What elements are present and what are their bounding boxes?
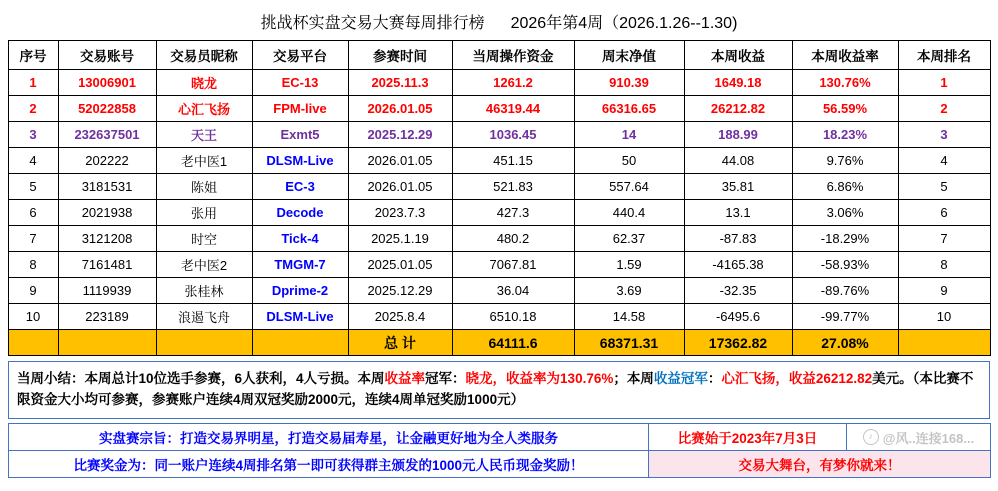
table-row — [8, 200, 990, 226]
summary-profit-word: 收益冠军 — [653, 371, 708, 386]
cell-nickname: 老中医2 — [156, 252, 252, 278]
cell-join-time: 2025.1.19 — [348, 226, 452, 252]
cell-nickname: 张用 — [156, 200, 252, 226]
cell-profit: 188.99 — [684, 122, 792, 148]
cell-join-time: 2025.8.4 — [348, 304, 452, 330]
cell-rate: -58.93% — [792, 252, 898, 278]
cell-account: 223189 — [58, 304, 156, 330]
cell-equity: 66316.65 — [574, 96, 684, 122]
weekly-summary — [8, 361, 990, 419]
summary-profit-value: 26212.82 — [815, 371, 873, 386]
total-rate: 27.08% — [792, 330, 898, 356]
slogan-purpose: 实盘赛宗旨：打造交易界明星，打造交易届寿星，让金融更好地为全人类服务 — [9, 424, 649, 451]
cell-no: 4 — [8, 148, 58, 174]
cell-account: 1119939 — [58, 278, 156, 304]
cell-capital: 6510.18 — [452, 304, 574, 330]
cell-rate: 9.76% — [792, 148, 898, 174]
cell-account: 52022858 — [58, 96, 156, 122]
watermark — [847, 424, 991, 451]
table-row — [8, 96, 990, 122]
cell-profit: -32.35 — [684, 278, 792, 304]
cell-capital: 1036.45 — [452, 122, 574, 148]
cell-equity: 1.59 — [574, 252, 684, 278]
title-main: 挑战杯实盘交易大赛每周排行榜 — [260, 14, 485, 32]
cell-equity: 440.4 — [574, 200, 684, 226]
cell-no: 7 — [8, 226, 58, 252]
slogan-invite: 交易大舞台，有梦你就来！ — [649, 451, 991, 478]
cell-rate: 3.06% — [792, 200, 898, 226]
watermark-inner — [863, 428, 974, 447]
col-account: 交易账号 — [58, 41, 156, 70]
cell-platform: DLSM-Live — [252, 304, 348, 330]
cell-nickname: 浪遏飞舟 — [156, 304, 252, 330]
footer-table — [8, 423, 991, 478]
summary-rate-champion: 晓龙，收益率为130.76% — [465, 371, 614, 386]
cell-no: 9 — [8, 278, 58, 304]
cell-capital: 46319.44 — [452, 96, 574, 122]
total-blank-cell — [58, 330, 156, 356]
cell-nickname: 心汇飞扬 — [156, 96, 252, 122]
cell-capital: 1261.2 — [452, 70, 574, 96]
cell-rate: -99.77% — [792, 304, 898, 330]
title-sub: 2026年第4周（2026.1.26--1.30) — [510, 14, 738, 32]
summary-text-3: ；本周 — [613, 371, 654, 386]
cell-platform: Exmt5 — [252, 122, 348, 148]
cell-account: 7161481 — [58, 252, 156, 278]
cell-platform: Dprime-2 — [252, 278, 348, 304]
cell-platform: TMGM-7 — [252, 252, 348, 278]
cell-capital: 427.3 — [452, 200, 574, 226]
cell-nickname: 老中医1 — [156, 148, 252, 174]
cell-profit: 13.1 — [684, 200, 792, 226]
cell-rank: 1 — [898, 70, 990, 96]
table-row — [8, 304, 990, 330]
table-row — [8, 226, 990, 252]
summary-text-5: 美元。（本比赛不限资金大小均可参赛，参赛账户连续4周双冠奖励2000元，连续4周单冠奖励1000元） — [17, 371, 974, 407]
cell-profit: -87.83 — [684, 226, 792, 252]
cell-nickname: 晓龙 — [156, 70, 252, 96]
cell-rate: 6.86% — [792, 174, 898, 200]
table-row — [8, 174, 990, 200]
cell-nickname: 天王 — [156, 122, 252, 148]
total-equity: 68371.31 — [574, 330, 684, 356]
cell-rate: 56.59% — [792, 96, 898, 122]
cell-join-time: 2025.11.3 — [348, 70, 452, 96]
cell-join-time: 2025.01.05 — [348, 252, 452, 278]
cell-rank: 8 — [898, 252, 990, 278]
total-blank-cell — [252, 330, 348, 356]
summary-text-1: 当周小结：本周总计10位选手参赛，6人获利，4人亏损。本周 — [17, 371, 385, 386]
cell-join-time: 2026.01.05 — [348, 174, 452, 200]
cell-profit: -6495.6 — [684, 304, 792, 330]
table-body — [8, 70, 990, 356]
total-label: 总 计 — [348, 330, 452, 356]
start-date: 比赛始于2023年7月3日 — [649, 424, 847, 451]
cell-no: 3 — [8, 122, 58, 148]
summary-text-2: 冠军： — [425, 371, 466, 386]
cell-no: 8 — [8, 252, 58, 278]
cell-rate: 130.76% — [792, 70, 898, 96]
cell-no: 1 — [8, 70, 58, 96]
footer-row-1 — [9, 424, 991, 451]
footer-block — [8, 423, 990, 478]
cell-capital: 36.04 — [452, 278, 574, 304]
table-row — [8, 278, 990, 304]
cell-profit: 44.08 — [684, 148, 792, 174]
table-row — [8, 252, 990, 278]
cell-capital: 451.15 — [452, 148, 574, 174]
summary-profit-champion: 心汇飞扬 — [721, 371, 776, 386]
cell-platform: EC-13 — [252, 70, 348, 96]
cell-account: 232637501 — [58, 122, 156, 148]
table-header-row — [8, 41, 990, 70]
cell-no: 6 — [8, 200, 58, 226]
col-nickname: 交易员昵称 — [156, 41, 252, 70]
cell-join-time: 2023.7.3 — [348, 200, 452, 226]
cell-rank: 10 — [898, 304, 990, 330]
cell-nickname: 时空 — [156, 226, 252, 252]
watermark-text: @风..连接168... — [882, 430, 975, 446]
cell-join-time: 2025.12.29 — [348, 278, 452, 304]
summary-profit-champion-2: ，收益 — [775, 371, 816, 386]
table-row — [8, 70, 990, 96]
total-blank-cell — [156, 330, 252, 356]
cell-rank: 5 — [898, 174, 990, 200]
col-platform: 交易平台 — [252, 41, 348, 70]
cell-join-time: 2026.01.05 — [348, 148, 452, 174]
cell-profit: 1649.18 — [684, 70, 792, 96]
summary-text-4: ： — [707, 371, 722, 386]
cell-rank: 6 — [898, 200, 990, 226]
cell-profit: 26212.82 — [684, 96, 792, 122]
cell-capital: 521.83 — [452, 174, 574, 200]
cell-equity: 14 — [574, 122, 684, 148]
cell-account: 3121208 — [58, 226, 156, 252]
table-row — [8, 148, 990, 174]
cell-platform: Decode — [252, 200, 348, 226]
prize-rule: 比赛奖金为：同一账户连续4周排名第一即可获得群主颁发的1000元人民币现金奖励！ — [9, 451, 649, 478]
cell-account: 2021938 — [58, 200, 156, 226]
cell-equity: 50 — [574, 148, 684, 174]
cell-account: 202222 — [58, 148, 156, 174]
table-row — [8, 122, 990, 148]
cell-profit: -4165.38 — [684, 252, 792, 278]
cell-platform: FPM-live — [252, 96, 348, 122]
ranking-table — [8, 40, 991, 356]
cell-join-time: 2026.01.05 — [348, 96, 452, 122]
cell-join-time: 2025.12.29 — [348, 122, 452, 148]
total-profit: 17362.82 — [684, 330, 792, 356]
cell-equity: 14.58 — [574, 304, 684, 330]
cell-rank: 7 — [898, 226, 990, 252]
cell-nickname: 张桂林 — [156, 278, 252, 304]
summary-rate-word: 收益率 — [384, 371, 426, 386]
total-blank-cell — [8, 330, 58, 356]
cell-equity: 3.69 — [574, 278, 684, 304]
cell-no: 2 — [8, 96, 58, 122]
col-equity: 周末净值 — [574, 41, 684, 70]
footer-row-2 — [9, 451, 991, 478]
cell-rate: -89.76% — [792, 278, 898, 304]
cell-account: 3181531 — [58, 174, 156, 200]
cell-profit: 35.81 — [684, 174, 792, 200]
col-capital: 当周操作资金 — [452, 41, 574, 70]
watermark-circle-icon: ♪ — [863, 429, 879, 445]
cell-no: 10 — [8, 304, 58, 330]
cell-rank: 3 — [898, 122, 990, 148]
cell-nickname: 陈姐 — [156, 174, 252, 200]
cell-rank: 9 — [898, 278, 990, 304]
cell-equity: 557.64 — [574, 174, 684, 200]
cell-rate: 18.23% — [792, 122, 898, 148]
cell-platform: EC-3 — [252, 174, 348, 200]
cell-capital: 480.2 — [452, 226, 574, 252]
cell-platform: DLSM-Live — [252, 148, 348, 174]
page-title — [0, 0, 998, 40]
col-rate: 本周收益率 — [792, 41, 898, 70]
col-rank: 本周排名 — [898, 41, 990, 70]
cell-rank: 2 — [898, 96, 990, 122]
cell-rank: 4 — [898, 148, 990, 174]
cell-platform: Tick-4 — [252, 226, 348, 252]
cell-equity: 910.39 — [574, 70, 684, 96]
total-blank-cell — [898, 330, 990, 356]
cell-account: 13006901 — [58, 70, 156, 96]
cell-equity: 62.37 — [574, 226, 684, 252]
cell-capital: 7067.81 — [452, 252, 574, 278]
col-profit: 本周收益 — [684, 41, 792, 70]
total-capital: 64111.6 — [452, 330, 574, 356]
cell-rate: -18.29% — [792, 226, 898, 252]
col-join-time: 参赛时间 — [348, 41, 452, 70]
cell-no: 5 — [8, 174, 58, 200]
table-total-row — [8, 330, 990, 356]
col-no: 序号 — [8, 41, 58, 70]
